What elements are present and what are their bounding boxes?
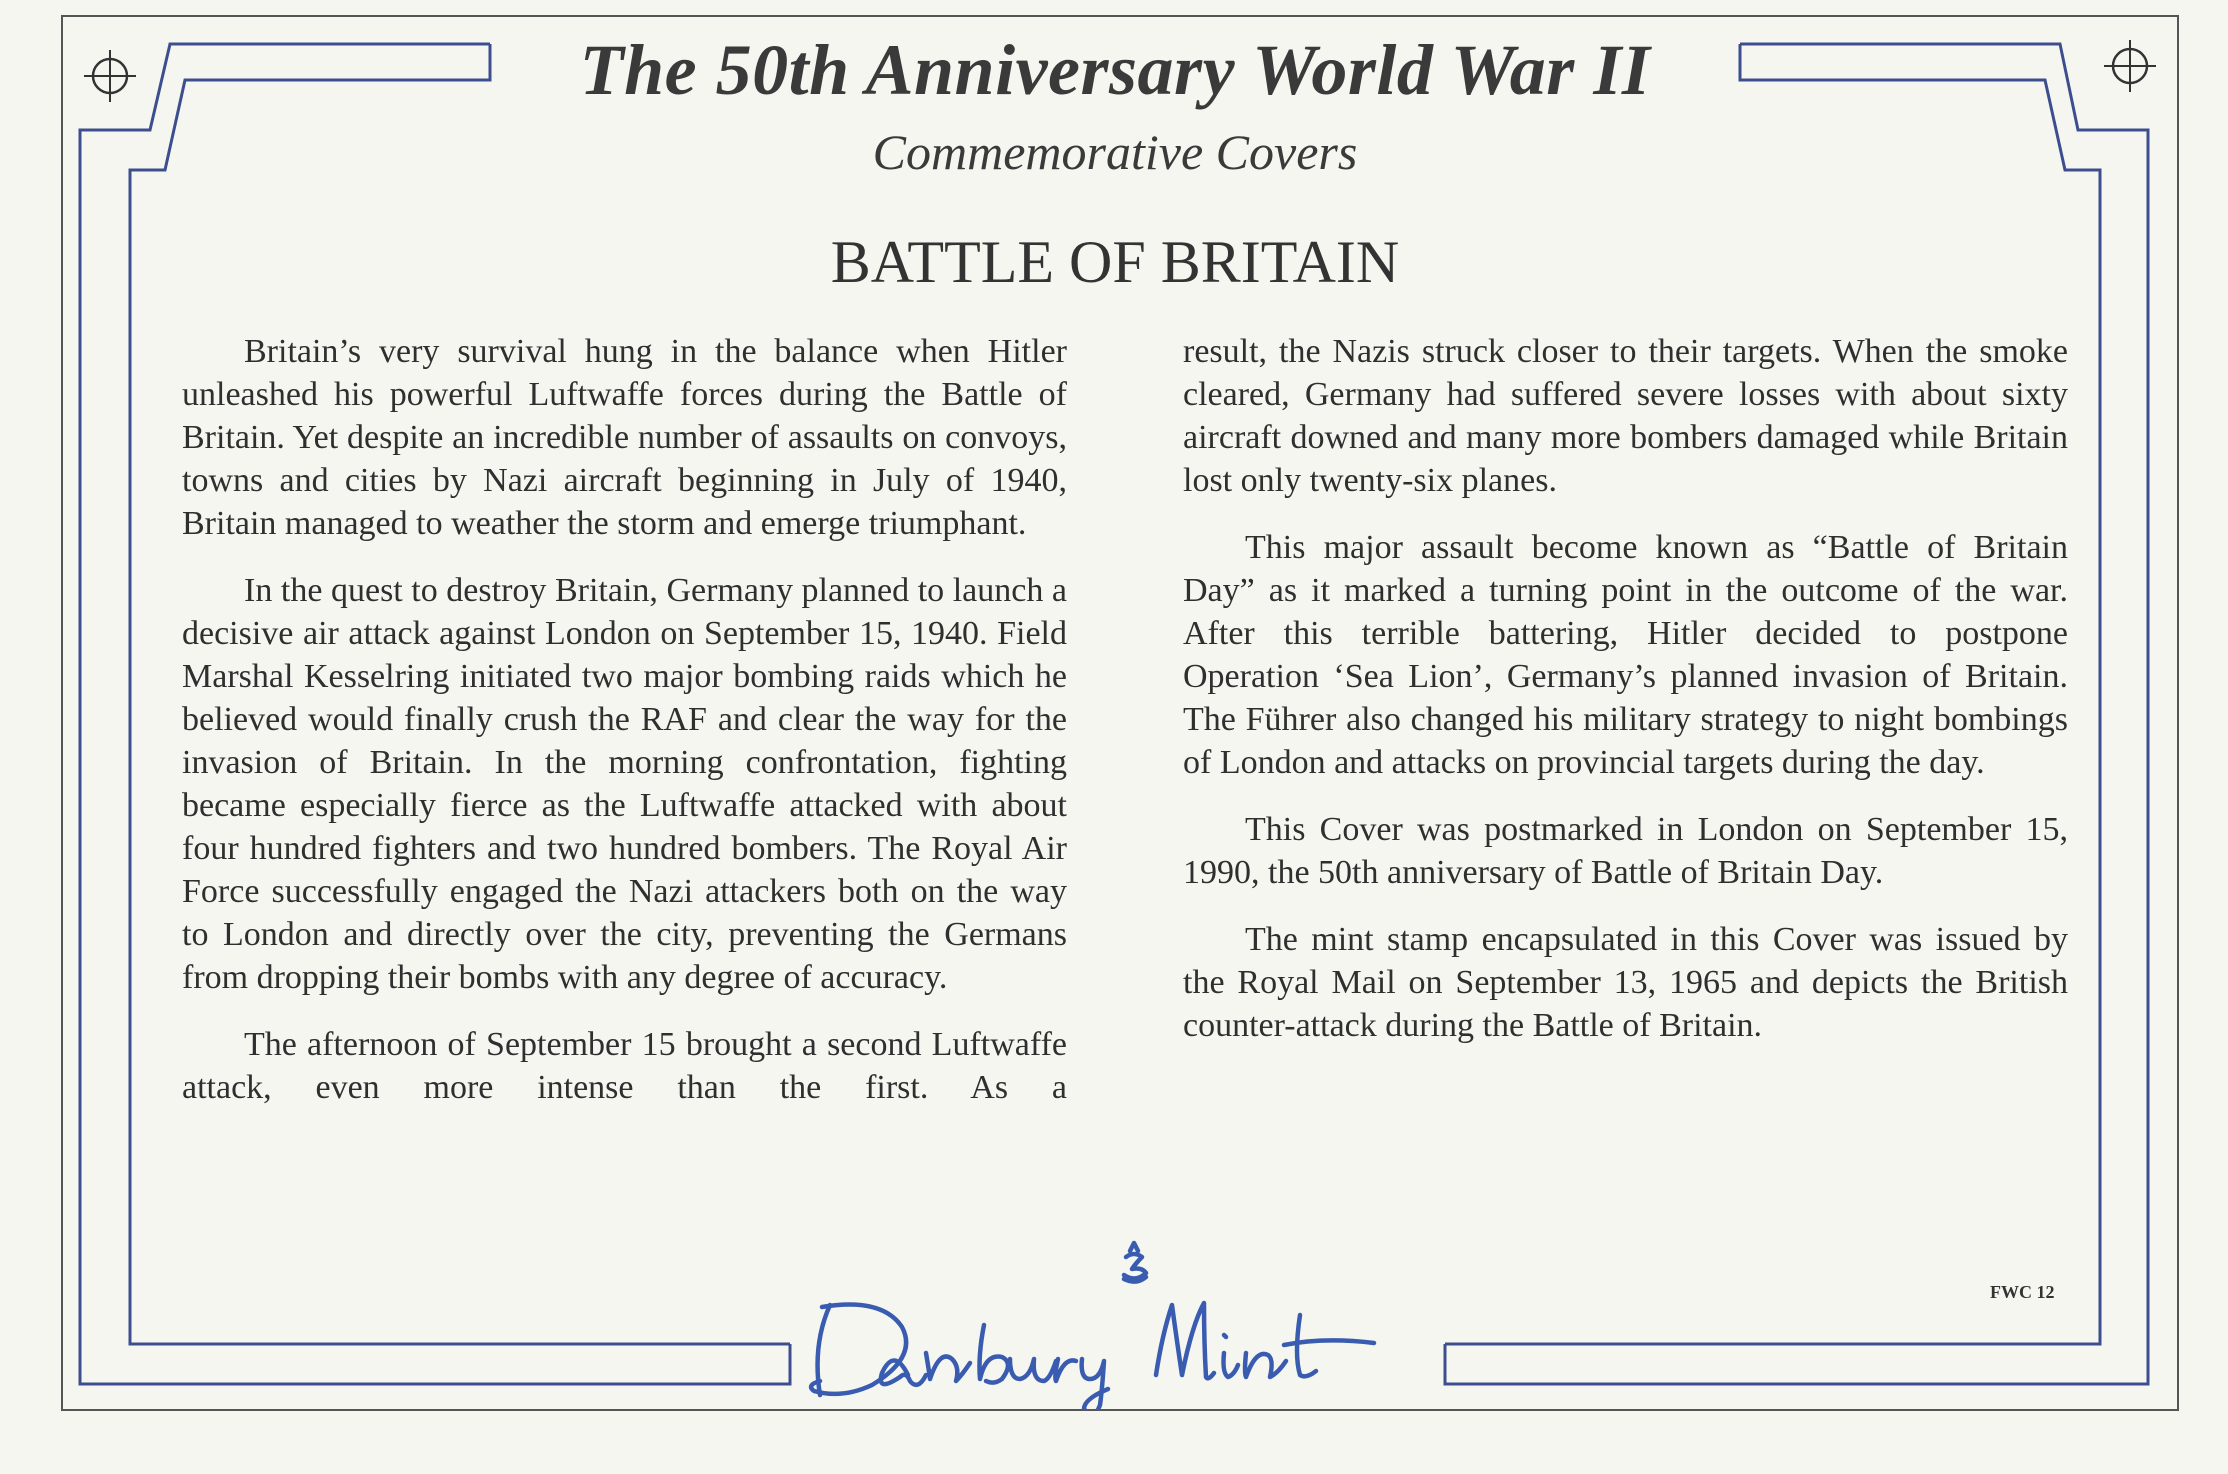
paragraph: result, the Nazis struck closer to their targets. When the smoke cleared, Germany had suffered severe losses with about sixty aircraft downed and many more bombers damaged while Britain lost only twenty-six planes. — [1183, 333, 2068, 499]
paragraph: The afternoon of September 15 brought a second Luftwaffe attack, even more intense than the first. As a — [182, 1026, 1067, 1106]
product-code: FWC 12 — [1990, 1282, 2055, 1302]
section-heading: BATTLE OF BRITAIN — [830, 229, 1400, 295]
crown-monogram-icon — [1124, 1243, 1146, 1282]
left-column — [182, 330, 1067, 1133]
right-column — [1183, 330, 2068, 1071]
paragraph: This major assault become known as “Battle of Britain Day” as it marked a turning point in the outcome of the war. After this terrible battering, Hitler decided to postpone Operation ‘Sea Lion’, Germany’s planned invasion of Britain. The Führer also changed his military strategy to night bombings of London and attacks on provincial targets during the day. — [1183, 529, 2068, 781]
danbury-mint-signature — [800, 1235, 1430, 1410]
paragraph: The mint stamp encapsulated in this Cover was issued by the Royal Mail on September 13, 1965 and depicts the British counter-attack during the Battle of Britain. — [1183, 921, 2068, 1044]
paragraph: Britain’s very survival hung in the balance when Hitler unleashed his powerful Luftwaffe forces during the Battle of Britain. Yet despite an incredible number of assaults on convoys, towns and cities by Nazi aircraft beginning in July of 1940, Britain managed to weather the storm and emerge triumphant. — [182, 333, 1067, 542]
registration-mark-icon — [80, 46, 140, 106]
page-subtitle: Commemorative Covers — [872, 124, 1358, 180]
paragraph: In the quest to destroy Britain, Germany planned to launch a decisive air attack against London on September 15, 1940. Field Marshal Kesselring initiated two major bombing raids which he believed would finally crush the RAF and clear the way for the invasion of Britain. In the morning confrontation, fighting became especially fierce as the Luftwaffe attacked with about four hundred fighters and two hundred bombers. The Royal Air Force successfully engaged the Nazi attackers both on the way to London and directly over the city, preventing the Germans from dropping their bombs with any degree of accuracy. — [182, 572, 1067, 996]
paragraph: This Cover was postmarked in London on September 15, 1990, the 50th anniversary of Battle of Britain Day. — [1183, 811, 2068, 891]
page-title: The 50th Anniversary World War II — [579, 30, 1651, 110]
registration-mark-icon — [2100, 36, 2160, 96]
